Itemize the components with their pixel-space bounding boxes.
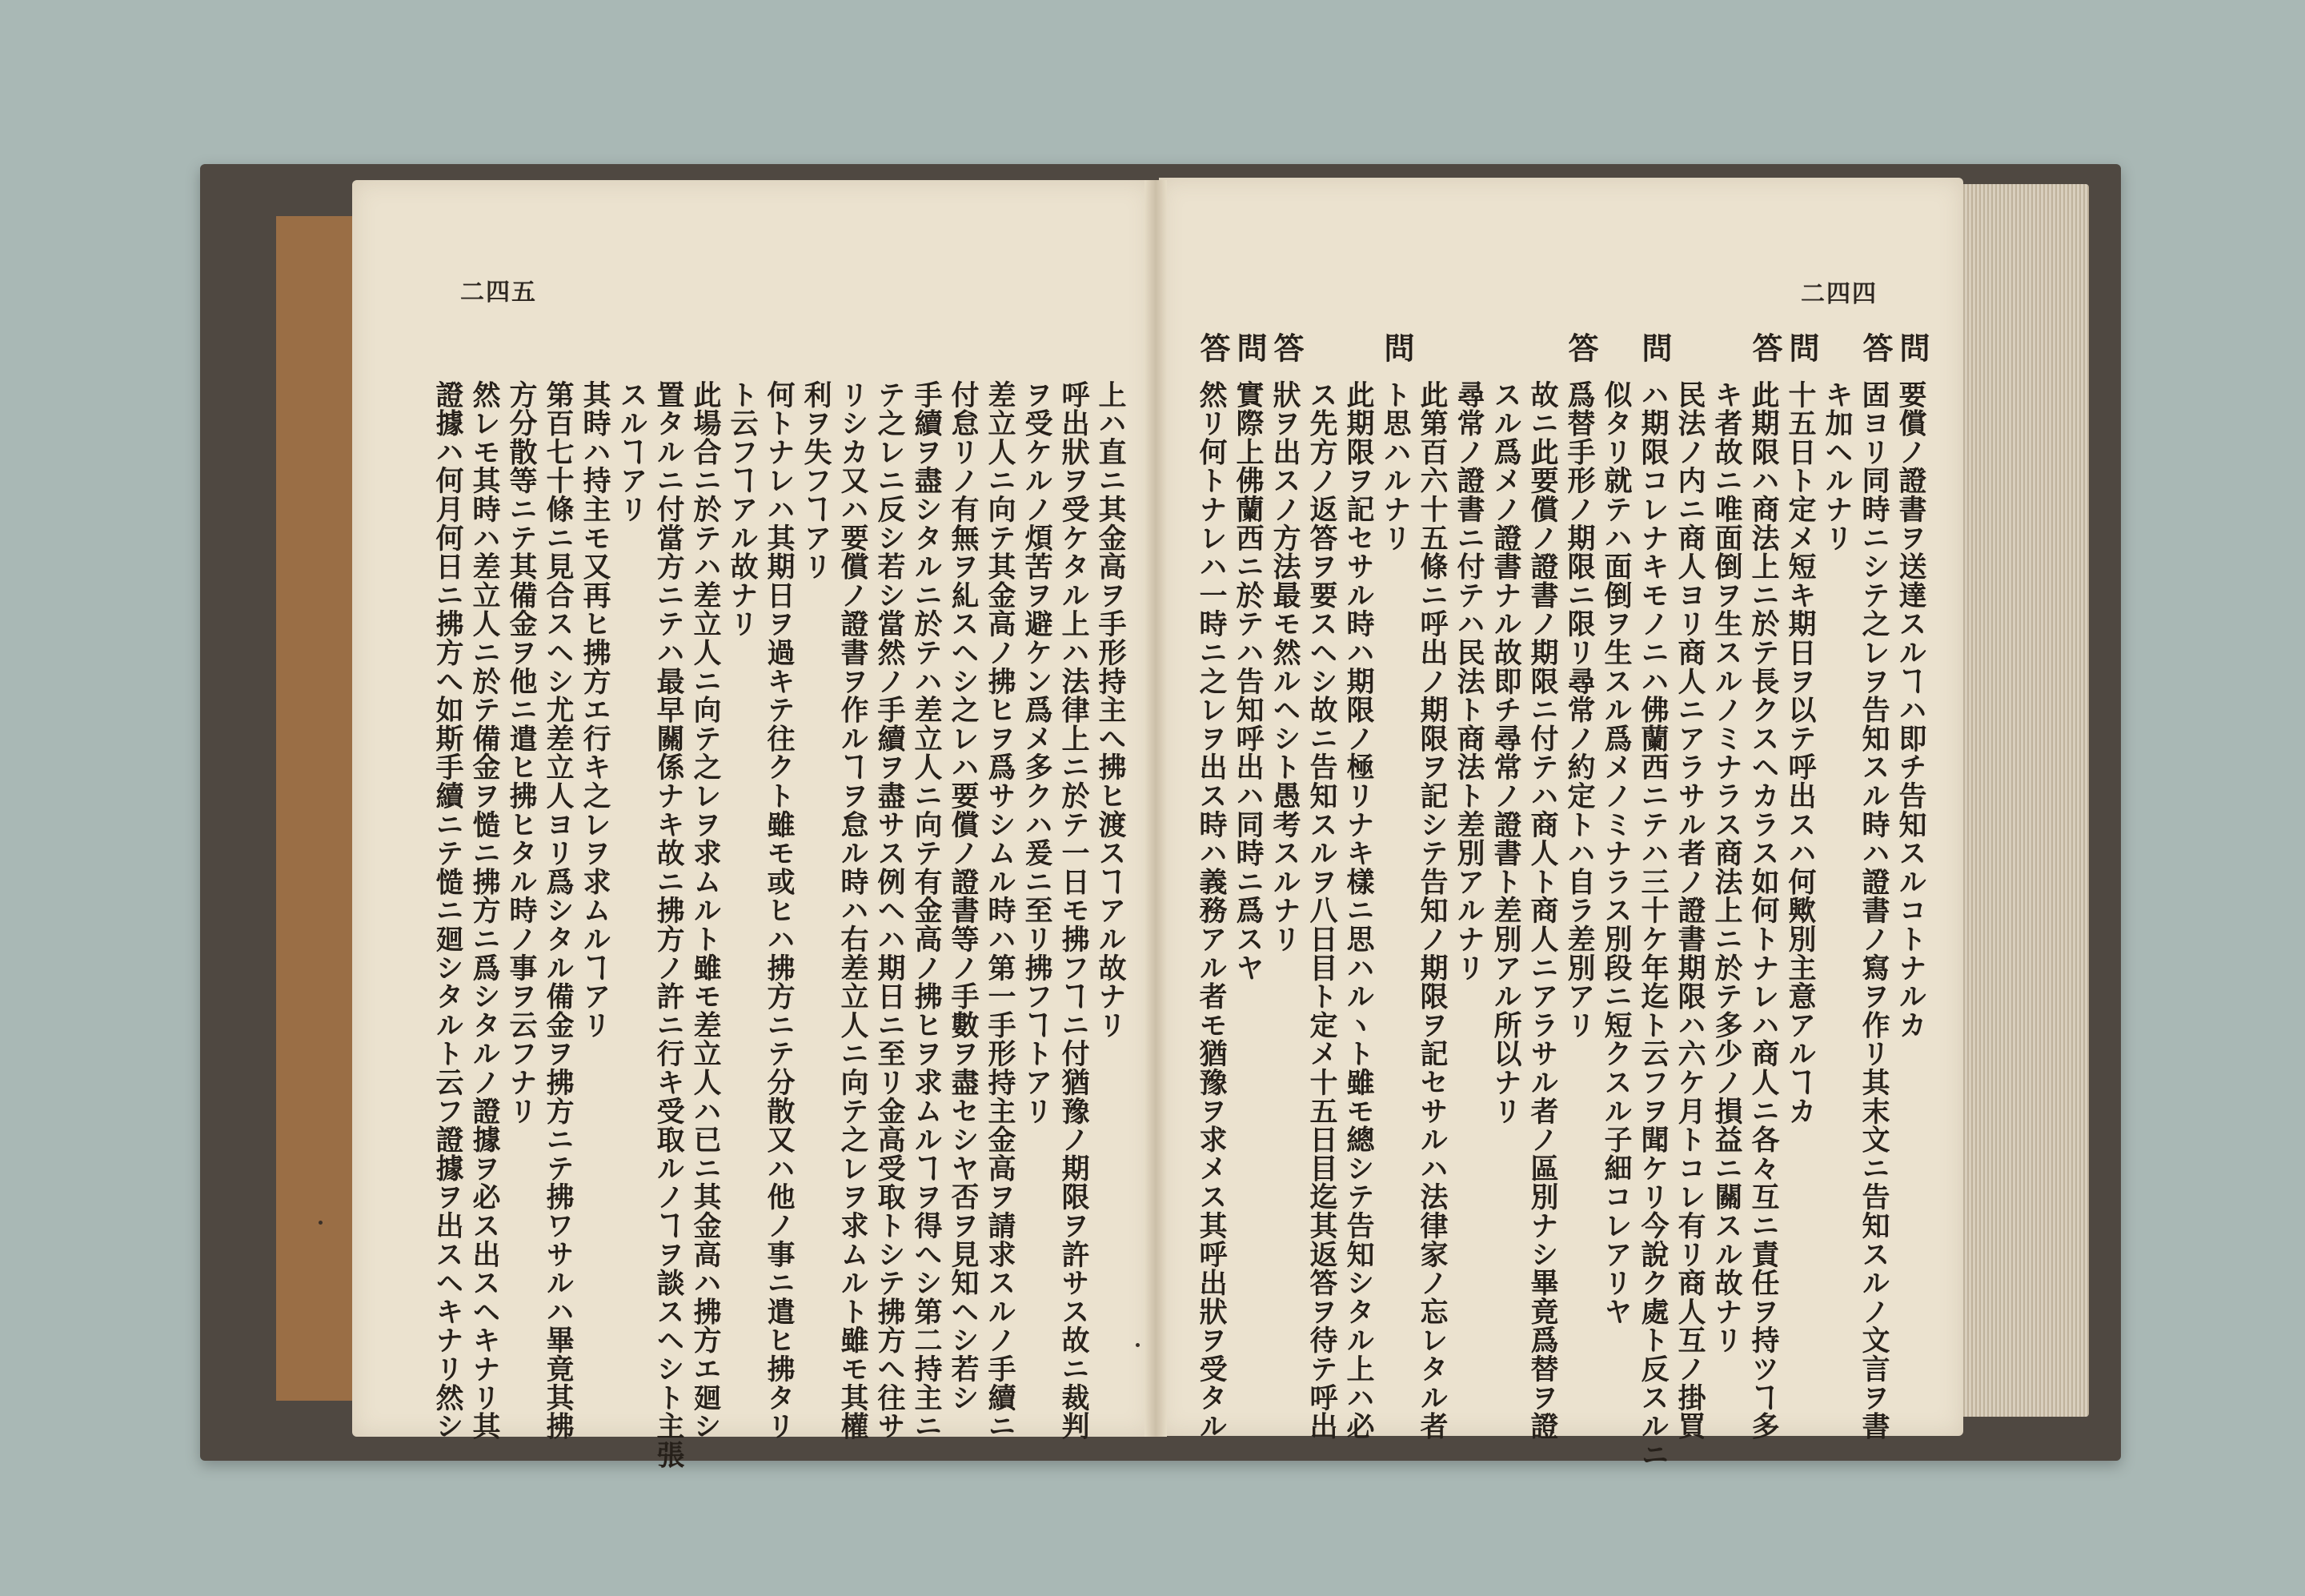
- left-text-column: 差立人ニ向テ其金高ノ拂ヒヲ爲サシムル時ハ第一手形持主金高ヲ請求スルノ手續ニ: [984, 380, 1016, 1441]
- qa-label: 答: [1269, 332, 1305, 363]
- qa-label: 答: [1563, 332, 1599, 363]
- left-text-column: 證據ハ何月何日ニ拂方へ如斯手續ニテ慥ニ廻シタルト云フ證據ヲ出スヘキナリ然シ: [431, 380, 464, 1441]
- right-text-column: 民法ノ内ニ商人ヨリ商人ニアラサル者ノ證書期限ハ六ケ月トコレ有リ商人互ノ掛買: [1674, 380, 1706, 1441]
- qa-label: 問: [1379, 332, 1415, 363]
- left-text-column: 呼出狀ヲ受ケタル上ハ法律上ニ於テ一日モ拂フヿニ付猶豫ノ期限ヲ許サス故ニ裁判: [1057, 380, 1090, 1441]
- left-text-column: 置タルニ付當方ニテハ最早關係ナキ故ニ拂方ノ許ニ行キ受取ルノヿヲ談スヘシト主張: [652, 380, 685, 1470]
- right-text-column: 實際上佛蘭西ニ於テハ告知呼出ハ同時ニ爲スヤ: [1232, 380, 1265, 982]
- right-text-column: 十五日ト定メ短キ期日ヲ以テ呼出スハ何歟別主意アルヿカ: [1784, 380, 1817, 1125]
- left-text-column: 上ハ直ニ其金高ヲ手形持主へ拂ヒ渡スヿアル故ナリ: [1094, 380, 1127, 1040]
- right-text-column: スル爲メノ證書ナル故即チ尋常ノ證書ト差別アル所以ナリ: [1489, 380, 1522, 1125]
- right-text-column: 尋常ノ證書ニ付テハ民法ト商法ト差別アルナリ: [1453, 380, 1485, 982]
- right-text-column: 爲替手形ノ期限ニ限リ尋常ノ約定トハ自ラ差別アリ: [1563, 380, 1596, 1040]
- left-text-column: 此場合ニ於テハ差立人ニ向テ之レヲ求ムルト雖モ差立人ハ已ニ其金高ハ拂方エ廻シ: [689, 380, 722, 1441]
- qa-label: 答: [1195, 332, 1231, 363]
- right-text-column: ハ期限コレナキモノニハ佛蘭西ニテハ三十ケ年迄ト云フヲ聞ケリ今說ク處ト反スルニ: [1637, 380, 1670, 1470]
- right-text-column: 此期限ハ商法上ニ於テ長クスヘカラス如何トナレハ商人ニ各々互ニ責任ヲ持ツヿ多: [1747, 380, 1780, 1441]
- right-text-column: 然リ何トナレハ一時ニ之レヲ出ス時ハ義務アル者モ猶豫ヲ求メス其呼出狀ヲ受タル: [1195, 380, 1228, 1441]
- right-text-column: 似タリ就テハ面倒ヲ生スル爲メノミナラス別段ニ短クスル子細コレアリヤ: [1600, 380, 1633, 1326]
- left-text-column: 其時ハ持主モ又再ヒ拂方エ行キ之レヲ求ムルヿアリ: [579, 380, 611, 1040]
- page-stack: [1953, 184, 2089, 1417]
- left-text-column: ヲ受ケルノ煩苦ヲ避ケン爲メ多クハ爰ニ至リ拂フヿトアリ: [1020, 380, 1053, 1125]
- right-text-column: 固ヨリ同時ニシテ之レヲ告知スル時ハ證書ノ寫ヲ作リ其末文ニ告知スルノ文言ヲ書: [1858, 380, 1890, 1441]
- qa-label: 答: [1858, 332, 1894, 363]
- left-text-column: 手續ヲ盡シタルニ於テハ差立人ニ向テ有金高ノ拂ヒヲ求ムルヿヲ得へシ第二持主ニ: [910, 380, 943, 1441]
- qa-label: 問: [1232, 332, 1268, 363]
- left-text-column: 利ヲ失フヿアリ: [800, 380, 832, 581]
- left-page-number: 二四五: [460, 279, 537, 307]
- left-text-column: 何トナレハ其期日ヲ過キテ往クト雖モ或ヒハ拂方ニテ分散又ハ他ノ事ニ遣ヒ拂タリ: [763, 380, 796, 1441]
- ink-dot: [1136, 1343, 1140, 1347]
- left-text-column: リシカ又ハ要償ノ證書ヲ作ルヿヲ怠ル時ハ右差立人ニ向テ之レヲ求ムルト雖モ其權: [836, 380, 869, 1441]
- book-gutter: [1144, 180, 1167, 1437]
- right-text-column: 狀ヲ出スノ方法最モ然ルヘシト愚考スルナリ: [1269, 380, 1301, 953]
- left-text-column: 然レモ其時ハ差立人ニ於テ備金ヲ慥ニ拂方ニ爲シタルノ證據ヲ必ス出スヘキナリ其: [468, 380, 501, 1441]
- left-text-column: テ之レニ反シ若シ當然ノ手續ヲ盡サス例ヘハ期日ニ至リ金高受取トシテ拂方へ往サ: [873, 380, 906, 1441]
- right-text-column: ト思ハルナリ: [1379, 380, 1412, 552]
- ink-dot: [319, 1221, 323, 1225]
- qa-label: 答: [1747, 332, 1783, 363]
- left-text-column: 第百七十條ニ見合スヘシ尤差立人ヨリ爲シタル備金ヲ拂方ニテ拂ワサルハ畢竟其拂: [542, 380, 575, 1441]
- inner-board: [276, 216, 356, 1401]
- left-text-column: 付怠リノ有無ヲ糺スヘシ之レハ要償ノ證書等ノ手數ヲ盡セシヤ否ヲ見知ヘシ若シ: [947, 380, 980, 1412]
- qa-label: 問: [1637, 332, 1673, 363]
- right-text-column: 要償ノ證書ヲ送達スルヿハ即チ告知スルコトナルカ: [1894, 380, 1927, 1040]
- right-text-column: キ加ヘルナリ: [1821, 380, 1854, 552]
- right-text-column: 此第百六十五條ニ呼出ノ期限ヲ記シテ告知ノ期限ヲ記セサルハ法律家ノ忘レタル者: [1416, 380, 1449, 1441]
- right-text-column: 故ニ此要償ノ證書ノ期限ニ付テハ商人ト商人ニアラサル者ノ區別ナシ畢竟爲替ヲ證: [1526, 380, 1559, 1441]
- right-text-column: キ者故ニ唯面倒ヲ生スルノミナラス商法上ニ於テ多少ノ損益ニ關スル故ナリ: [1710, 380, 1743, 1355]
- left-text-column: ト云フヿアル故ナリ: [726, 380, 759, 639]
- left-text-column: 方分散等ニテ其備金ヲ他ニ遣ヒ拂ヒタル時ノ事ヲ云フナリ: [505, 380, 538, 1125]
- qa-label: 問: [1784, 332, 1820, 363]
- right-text-column: 此期限ヲ記セサル時ハ期限ノ極リナキ樣ニ思ハルヽト雖モ總シテ告知シタル上ハ必: [1342, 380, 1375, 1441]
- left-text-column: スルヿアリ: [615, 380, 648, 523]
- right-page-number: 二四四: [1801, 280, 1878, 308]
- right-text-column: ス先方ノ返答ヲ要スヘシ故ニ告知スルヲ八日目ト定メ十五日目迄其返答ヲ待テ呼出: [1305, 380, 1338, 1441]
- qa-label: 問: [1894, 332, 1930, 363]
